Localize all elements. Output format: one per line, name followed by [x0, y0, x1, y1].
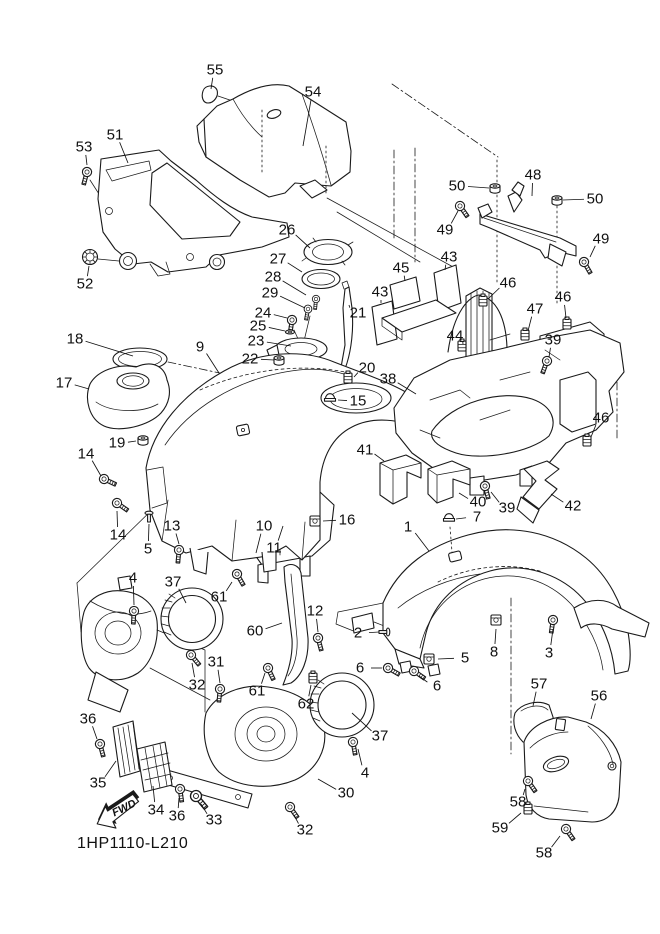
callout-49: 49	[592, 230, 610, 248]
leader-line	[117, 511, 118, 527]
leader-line	[148, 524, 149, 541]
callout-6: 6	[432, 677, 442, 695]
callout-61: 61	[210, 588, 228, 606]
part-37-headlight-rim-lower	[310, 673, 374, 737]
leader-line	[105, 761, 116, 777]
callout-31: 31	[207, 653, 225, 671]
part-48-bracket	[478, 182, 576, 266]
callout-46: 46	[499, 274, 517, 292]
callout-32: 32	[188, 676, 206, 694]
part-35-grille	[113, 721, 140, 777]
callout-50: 50	[586, 190, 604, 208]
leader-line	[459, 493, 468, 499]
callout-19: 19	[108, 434, 126, 452]
callout-25: 25	[249, 317, 267, 335]
leader-line	[296, 235, 310, 248]
callout-5: 5	[143, 540, 153, 558]
part-41-foam	[380, 455, 421, 504]
callout-36: 36	[168, 807, 186, 825]
callout-40: 40	[469, 493, 487, 511]
callout-29: 29	[261, 284, 279, 302]
leader-line	[552, 836, 560, 847]
callout-43: 43	[440, 248, 458, 266]
callout-28: 28	[264, 268, 282, 286]
part-55-pad	[202, 86, 217, 103]
callout-60: 60	[246, 622, 264, 640]
leader-line	[495, 629, 496, 644]
callout-27: 27	[269, 250, 287, 268]
callout-1: 1	[403, 518, 413, 536]
callout-36: 36	[79, 710, 97, 728]
leader-line	[438, 658, 454, 659]
callout-7: 7	[472, 508, 482, 526]
leader-line	[415, 533, 429, 551]
callout-39: 39	[498, 499, 516, 517]
callout-41: 41	[356, 441, 374, 459]
part-17-tank	[88, 364, 170, 429]
leader-line	[86, 341, 133, 356]
part-40-foam	[428, 461, 470, 503]
leader-line	[565, 305, 566, 318]
leader-line	[318, 779, 336, 789]
leader-line	[551, 494, 563, 502]
callout-20: 20	[358, 359, 376, 377]
leader-line	[269, 327, 285, 331]
leader-line	[369, 632, 379, 633]
leader-line	[92, 461, 101, 476]
callout-26: 26	[278, 221, 296, 239]
callout-46: 46	[592, 409, 610, 427]
leader-line	[509, 813, 521, 823]
callout-42: 42	[564, 497, 582, 515]
callout-46: 46	[554, 288, 572, 306]
callout-56: 56	[590, 687, 608, 705]
callout-30: 30	[337, 784, 355, 802]
leader-line	[283, 281, 306, 295]
callout-22: 22	[241, 350, 259, 368]
leader-line	[133, 586, 134, 605]
callout-58: 58	[509, 793, 527, 811]
callout-37: 37	[371, 727, 389, 745]
callout-11: 11	[266, 539, 282, 557]
callout-15: 15	[349, 392, 367, 410]
part-56-mud-guard	[524, 717, 621, 822]
callout-39: 39	[544, 331, 562, 349]
leader-line	[456, 518, 466, 519]
callout-16: 16	[338, 511, 356, 529]
part-26-fuel-cap	[302, 238, 353, 265]
callout-61: 61	[248, 682, 266, 700]
callout-57: 57	[530, 675, 548, 693]
leader-line	[590, 246, 595, 257]
callout-53: 53	[75, 138, 93, 156]
callout-18: 18	[66, 330, 84, 348]
part-54-top-panel	[197, 85, 351, 198]
callout-45: 45	[392, 259, 410, 277]
callout-37: 37	[164, 573, 182, 591]
leader-line	[317, 619, 318, 632]
callout-24: 24	[254, 304, 272, 322]
callout-43: 43	[371, 283, 389, 301]
callout-17: 17	[55, 374, 73, 392]
leader-line	[528, 317, 532, 331]
leader-line	[563, 199, 584, 200]
callout-38: 38	[379, 370, 397, 388]
leader-line	[280, 296, 305, 308]
callout-33: 33	[205, 811, 223, 829]
callout-48: 48	[524, 166, 542, 184]
callout-59: 59	[491, 819, 509, 837]
callout-52: 52	[76, 275, 94, 293]
leader-line	[266, 623, 282, 629]
callout-32: 32	[296, 821, 314, 839]
callout-6: 6	[355, 659, 365, 677]
callout-50: 50	[448, 177, 466, 195]
leader-line	[468, 186, 489, 188]
leader-line	[274, 315, 287, 318]
callout-51: 51	[106, 126, 124, 144]
callout-58: 58	[535, 844, 553, 862]
callout-44: 44	[446, 327, 464, 345]
leader-line	[128, 441, 136, 442]
part-27-gasket	[302, 270, 340, 289]
callout-21: 21	[349, 304, 367, 322]
part-code: 1HP1110-L210	[77, 835, 189, 852]
leader-line	[358, 749, 362, 765]
callout-9: 9	[195, 338, 205, 356]
leader-line	[75, 385, 89, 389]
callout-10: 10	[255, 517, 273, 535]
part-60-side-panel	[283, 565, 308, 685]
leader-line	[86, 155, 87, 165]
leader-line	[192, 663, 195, 677]
leader-line	[591, 704, 595, 719]
callout-47: 47	[526, 300, 544, 318]
part-45-pad	[390, 277, 420, 309]
leader-line	[206, 353, 219, 373]
leader-line	[218, 670, 220, 683]
leader-line	[93, 726, 97, 739]
callout-23: 23	[247, 332, 265, 350]
fwd-label: FWD	[110, 797, 139, 820]
callout-4: 4	[128, 569, 138, 587]
fwd-arrow	[90, 788, 147, 834]
callout-49: 49	[436, 221, 454, 239]
leader-line	[288, 263, 302, 272]
part-34-grille	[137, 742, 172, 792]
callout-14: 14	[109, 526, 127, 544]
leader-line	[338, 400, 347, 401]
callout-55: 55	[206, 61, 224, 79]
callout-2: 2	[353, 624, 363, 642]
callout-54: 54	[304, 83, 322, 101]
callout-35: 35	[89, 774, 107, 792]
callout-14: 14	[77, 445, 95, 463]
leader-line	[375, 454, 384, 461]
part-21-strap	[340, 281, 353, 375]
callout-34: 34	[147, 801, 165, 819]
callout-12: 12	[306, 602, 324, 620]
callout-4: 4	[360, 764, 370, 782]
callout-13: 13	[163, 517, 181, 535]
callout-8: 8	[489, 643, 499, 661]
callout-5: 5	[460, 649, 470, 667]
callout-3: 3	[544, 644, 554, 662]
callout-62: 62	[297, 695, 315, 713]
